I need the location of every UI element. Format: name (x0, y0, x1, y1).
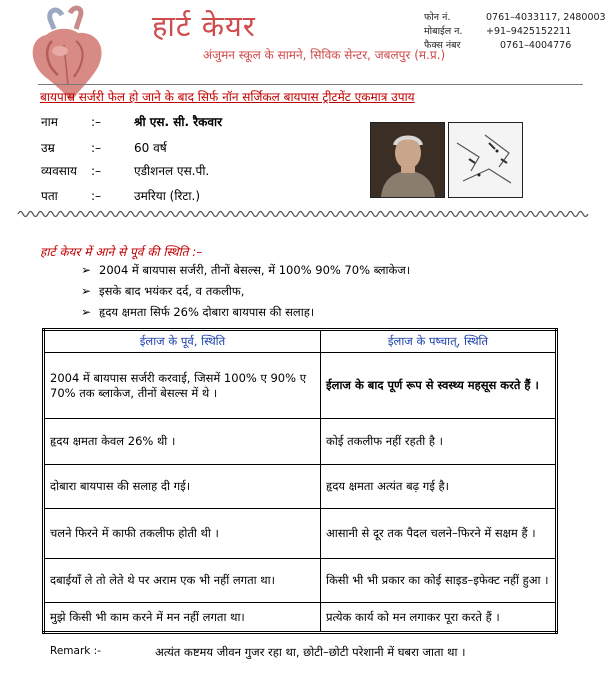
cell-before: चलने फिरने में काफी तकलीफ होती थी । (44, 509, 321, 559)
wavy-divider (18, 209, 588, 219)
column-header-before: ईलाज के पूर्व, स्थिति (44, 330, 321, 353)
cell-after: आसानी से दूर तक पैदल चलने–फिरने में सक्षम हैं । (321, 509, 557, 559)
cell-before: 2004 में बायपास सर्जरी करवाई, जिसमें 100% ए 90% ए 70% तक ब्लाकेज, तीनों बेसल्स में थे । (44, 353, 321, 419)
remark-text: अत्यंत कष्टमय जीवन गुजर रहा था, छोटी–छोटी परेशानी में घबरा जाता था । (155, 645, 466, 659)
table-header-row (44, 330, 557, 353)
cell-after: ईलाज के बाद पूर्ण रूप से स्वस्थ्य महसूस करते हैं । (321, 353, 557, 419)
contact-label: फोन नं. (424, 12, 451, 23)
table-row (44, 509, 557, 559)
column-header-after: ईलाज के पष्चात्, स्थिति (321, 330, 557, 353)
patient-age-row (41, 139, 167, 156)
field-separator: :– (91, 115, 102, 129)
history-bullet (81, 284, 244, 299)
headline: बायपास सर्जरी फेल हो जाने के बाद सिर्फ नॉन सर्जिकल बायपास ट्रीटमेंट एकमात्र उपाय (40, 90, 415, 104)
brand-name: हार्ट केयर (152, 9, 256, 43)
patient-age: 60 वर्ष (134, 141, 167, 155)
table-row (44, 603, 557, 633)
table-row (44, 559, 557, 603)
contact-label: मोबाईल न. (424, 26, 463, 37)
header-divider (38, 84, 583, 85)
arrow-bullet-icon: ➢ (81, 305, 92, 319)
medical-report-image (448, 122, 523, 198)
cell-after: किसी भी भी प्रकार का कोई साइड–इफेक्ट नहीं हुआ । (321, 559, 557, 603)
cell-before: दबाईयाँ ले तो लेते थे पर अराम एक भी नहीं लगता था। (44, 559, 321, 603)
cell-before: हृदय क्षमता केवल 26% थी । (44, 419, 321, 465)
field-separator: :– (91, 141, 102, 155)
cell-before: मुझे किसी भी काम करने में मन नहीं लगता था। (44, 603, 321, 633)
history-bullet (81, 263, 410, 278)
contact-phone (424, 10, 606, 23)
arrow-bullet-icon: ➢ (81, 263, 92, 277)
remark-label: Remark :- (50, 645, 102, 657)
patient-address: उमरिया (रिटा.) (134, 189, 201, 203)
bullet-text: हृदय क्षमता सिर्फ 26% दोबारा बायपास की सलाह। (99, 305, 315, 319)
patient-name-row (41, 113, 222, 130)
table-row (44, 465, 557, 509)
bullet-text: इसके बाद भयंकर दर्द, व तकलीफ, (99, 284, 245, 298)
cell-after: कोई तकलीफ नहीं रहती है । (321, 419, 557, 465)
table-row (44, 419, 557, 465)
contact-value: 0761–4004776 (500, 40, 572, 51)
contact-mobile (424, 24, 571, 37)
field-label: नाम (41, 115, 58, 129)
field-label: पता (41, 189, 58, 203)
patient-name: श्री एस. सी. रैकवार (134, 115, 223, 129)
field-separator: :– (91, 189, 102, 203)
history-bullet (81, 305, 314, 320)
contact-value: +91–9425152211 (486, 26, 572, 37)
field-label: उम्र (41, 141, 55, 155)
contact-fax (424, 38, 571, 51)
patient-occupation-row (41, 162, 209, 179)
patient-address-row (41, 187, 200, 204)
contact-value: 0761–4033117, 2480003 (486, 12, 606, 23)
cell-after: हृदय क्षमता अत्यंत बढ़ गई है। (321, 465, 557, 509)
cell-before: दोबारा बायपास की सलाह दी गई। (44, 465, 321, 509)
arrow-bullet-icon: ➢ (81, 284, 92, 298)
field-separator: :– (91, 164, 102, 178)
clinic-address: अंजुमन स्कूल के सामने, सिविक सेन्टर, जबलपुर (म.प्र.) (203, 48, 446, 62)
bullet-text: 2004 में बायपास सर्जरी, तीनों बेसल्स, में 100% 90% 70% ब्लाकेज। (99, 263, 411, 277)
table-row (44, 353, 557, 419)
patient-occupation: एडीशनल एस.पी. (134, 164, 210, 178)
patient-photo (370, 122, 445, 198)
field-label: व्यवसाय (41, 164, 77, 178)
contact-label: फैक्स नंबर (424, 40, 461, 51)
comparison-table (42, 328, 558, 634)
cell-after: प्रत्येक कार्य को मन लगाकर पूरा करते हैं । (321, 603, 557, 633)
before-treatment-heading: हार्ट केयर में आने से पूर्व की स्थिति :– (40, 245, 203, 259)
